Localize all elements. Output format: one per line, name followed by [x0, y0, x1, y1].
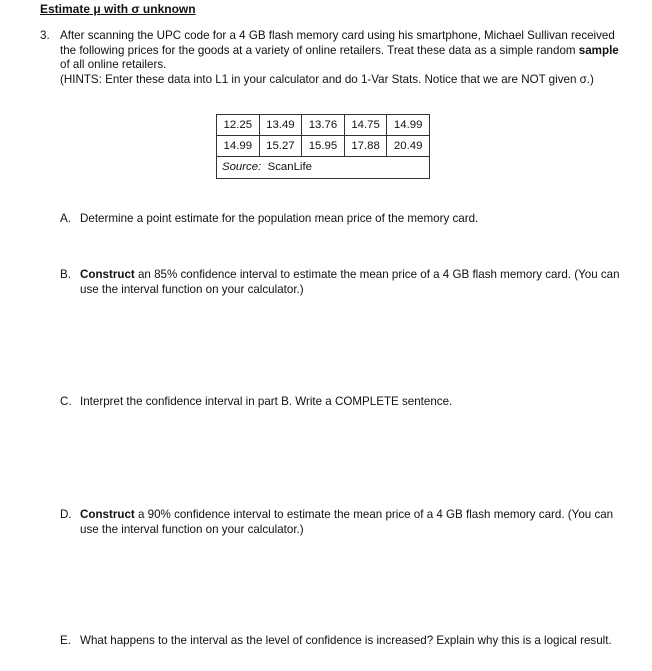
part-b-text — [80, 268, 620, 297]
part-b-bold: Construct — [80, 268, 135, 281]
table-cell: 13.49 — [259, 115, 302, 136]
part-e-text: What happens to the interval as the level of confidence is increased? Explain why this is a logical result. — [80, 634, 612, 647]
table-cell: 20.49 — [387, 136, 430, 157]
part-b-rest: an 85% confidence interval to estimate the mean price of a 4 GB flash memory card. (You can use the interval function on your calculator.) — [80, 268, 620, 296]
part-b-letter: B. — [60, 268, 71, 281]
table-cell: 15.95 — [302, 136, 345, 157]
prices-table — [216, 114, 430, 179]
table-cell: 14.75 — [344, 115, 387, 136]
part-d-text — [80, 508, 620, 537]
table-cell: 15.27 — [259, 136, 302, 157]
part-c-letter: C. — [60, 395, 72, 408]
table-cell: 14.99 — [217, 136, 260, 157]
question-hint: (HINTS: Enter these data into L1 in your calculator and do 1-Var Stats. Notice that we are NOT given σ.) — [60, 72, 594, 86]
table-cell: 14.99 — [387, 115, 430, 136]
worksheet-title: Estimate μ with σ unknown — [40, 2, 196, 16]
question-sample-word: sample — [578, 43, 619, 57]
part-a-letter: A. — [60, 212, 71, 225]
part-d-rest: a 90% confidence interval to estimate the mean price of a 4 GB flash memory card. (You can use the interval function on your calculator.) — [80, 508, 614, 536]
table-cell: 12.25 — [217, 115, 260, 136]
table-cell: 17.88 — [344, 136, 387, 157]
source-label: Source: — [222, 161, 262, 174]
question-text-end: of all online retailers. — [60, 58, 167, 71]
question-number: 3. — [40, 29, 50, 42]
table-source-cell — [217, 157, 430, 179]
table-row — [217, 115, 430, 136]
question-text — [60, 29, 620, 87]
question-text-intro: After scanning the UPC code for a 4 GB flash memory card using his smartphone, Michael Sullivan received the following prices for the goods at a variety of online retailers. Treat these data as a simple random — [60, 29, 615, 57]
part-a-text: Determine a point estimate for the population mean price of the memory card. — [80, 212, 479, 225]
table-cell: 13.76 — [302, 115, 345, 136]
source-value: ScanLife — [267, 161, 312, 174]
table-row — [217, 136, 430, 157]
part-e-letter: E. — [60, 634, 71, 647]
part-d-bold: Construct — [80, 508, 135, 521]
part-c-text: Interpret the confidence interval in part B. Write a COMPLETE sentence. — [80, 395, 453, 408]
part-d-letter: D. — [60, 508, 72, 521]
table-source-row — [217, 157, 430, 179]
